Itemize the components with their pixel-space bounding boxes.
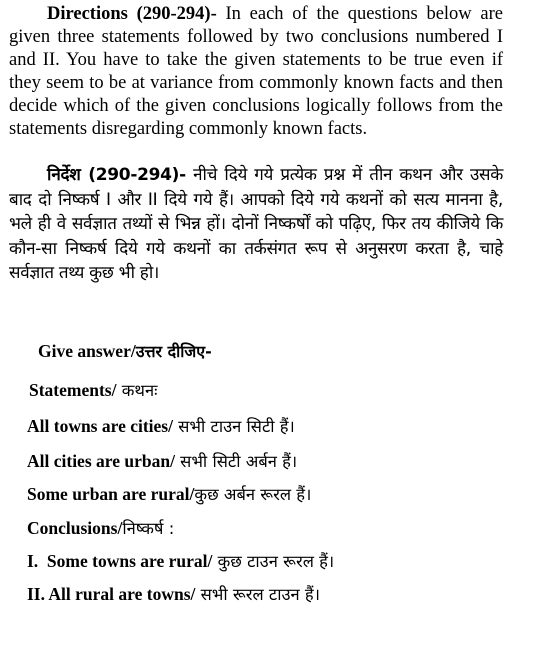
statement-3-english: Some urban are rural/ (27, 484, 195, 504)
statement-2-hindi: सभी सिटी अर्बन हैं। (174, 452, 298, 471)
statement-3-hindi: कुछ अर्बन रूरल हैं। (194, 485, 312, 504)
statements-heading-hindi: कथनः (116, 381, 158, 400)
give-answer-line (38, 340, 212, 362)
statement-2-english: All cities are urban/ (27, 451, 175, 471)
statements-heading (29, 378, 157, 401)
statement-3 (27, 482, 311, 505)
conclusions-heading-english: Conclusions/ (27, 518, 123, 538)
directions-english (9, 3, 503, 141)
conclusions-heading (27, 516, 174, 539)
conclusion-1 (27, 549, 334, 572)
give-answer-hindi: उत्तर दीजिए- (135, 342, 212, 361)
statement-1 (27, 414, 295, 437)
directions-hindi (9, 163, 503, 286)
statement-1-hindi: सभी टाउन सिटी हैं। (172, 417, 295, 436)
statements-heading-english: Statements/ (29, 380, 117, 400)
conclusion-2-english: II. All rural are towns/ (27, 584, 196, 604)
directions-english-label: Directions (290-294)- (47, 4, 217, 24)
conclusion-2 (27, 582, 320, 605)
conclusions-heading-hindi: निष्कर्ष : (122, 519, 175, 538)
conclusion-2-hindi: सभी रूरल टाउन हैं। (195, 585, 320, 604)
conclusion-1-english: I. Some towns are rural/ (27, 551, 213, 571)
give-answer-english: Give answer/ (38, 341, 136, 361)
directions-hindi-label: निर्देश (290-294)- (47, 165, 186, 185)
conclusion-1-hindi: कुछ टाउन रूरल हैं। (212, 552, 335, 571)
directions-english-text: In each of the questions below are given three statements followed by two conclusions numbered I and II. You have to take the given statements to be true even if they seem to be at variance from commonly known facts and then decide which of the given conclusions logically follows from the statements disregarding commonly known facts. (9, 4, 503, 139)
statement-1-english: All towns are cities/ (27, 416, 173, 436)
directions-hindi-text: नीचे दिये गये प्रत्येक प्रश्न में तीन कथन और उसके बाद दो निष्कर्ष I और II दिये गये हैं। आपको दिये गये कथनों को सत्य मानना है, भले ही वे सर्वज्ञात तथ्यों से भिन्न हों। दोनों निष्कर्षों को पढ़िए, फिर तय कीजिये कि कौन-सा निष्कर्ष दिये गये कथनों का तर्कसंगत रूप से अनुसरण करता है, चाहे सर्वज्ञात तथ्य कुछ भी हो। (9, 165, 504, 283)
statement-2 (27, 449, 297, 472)
